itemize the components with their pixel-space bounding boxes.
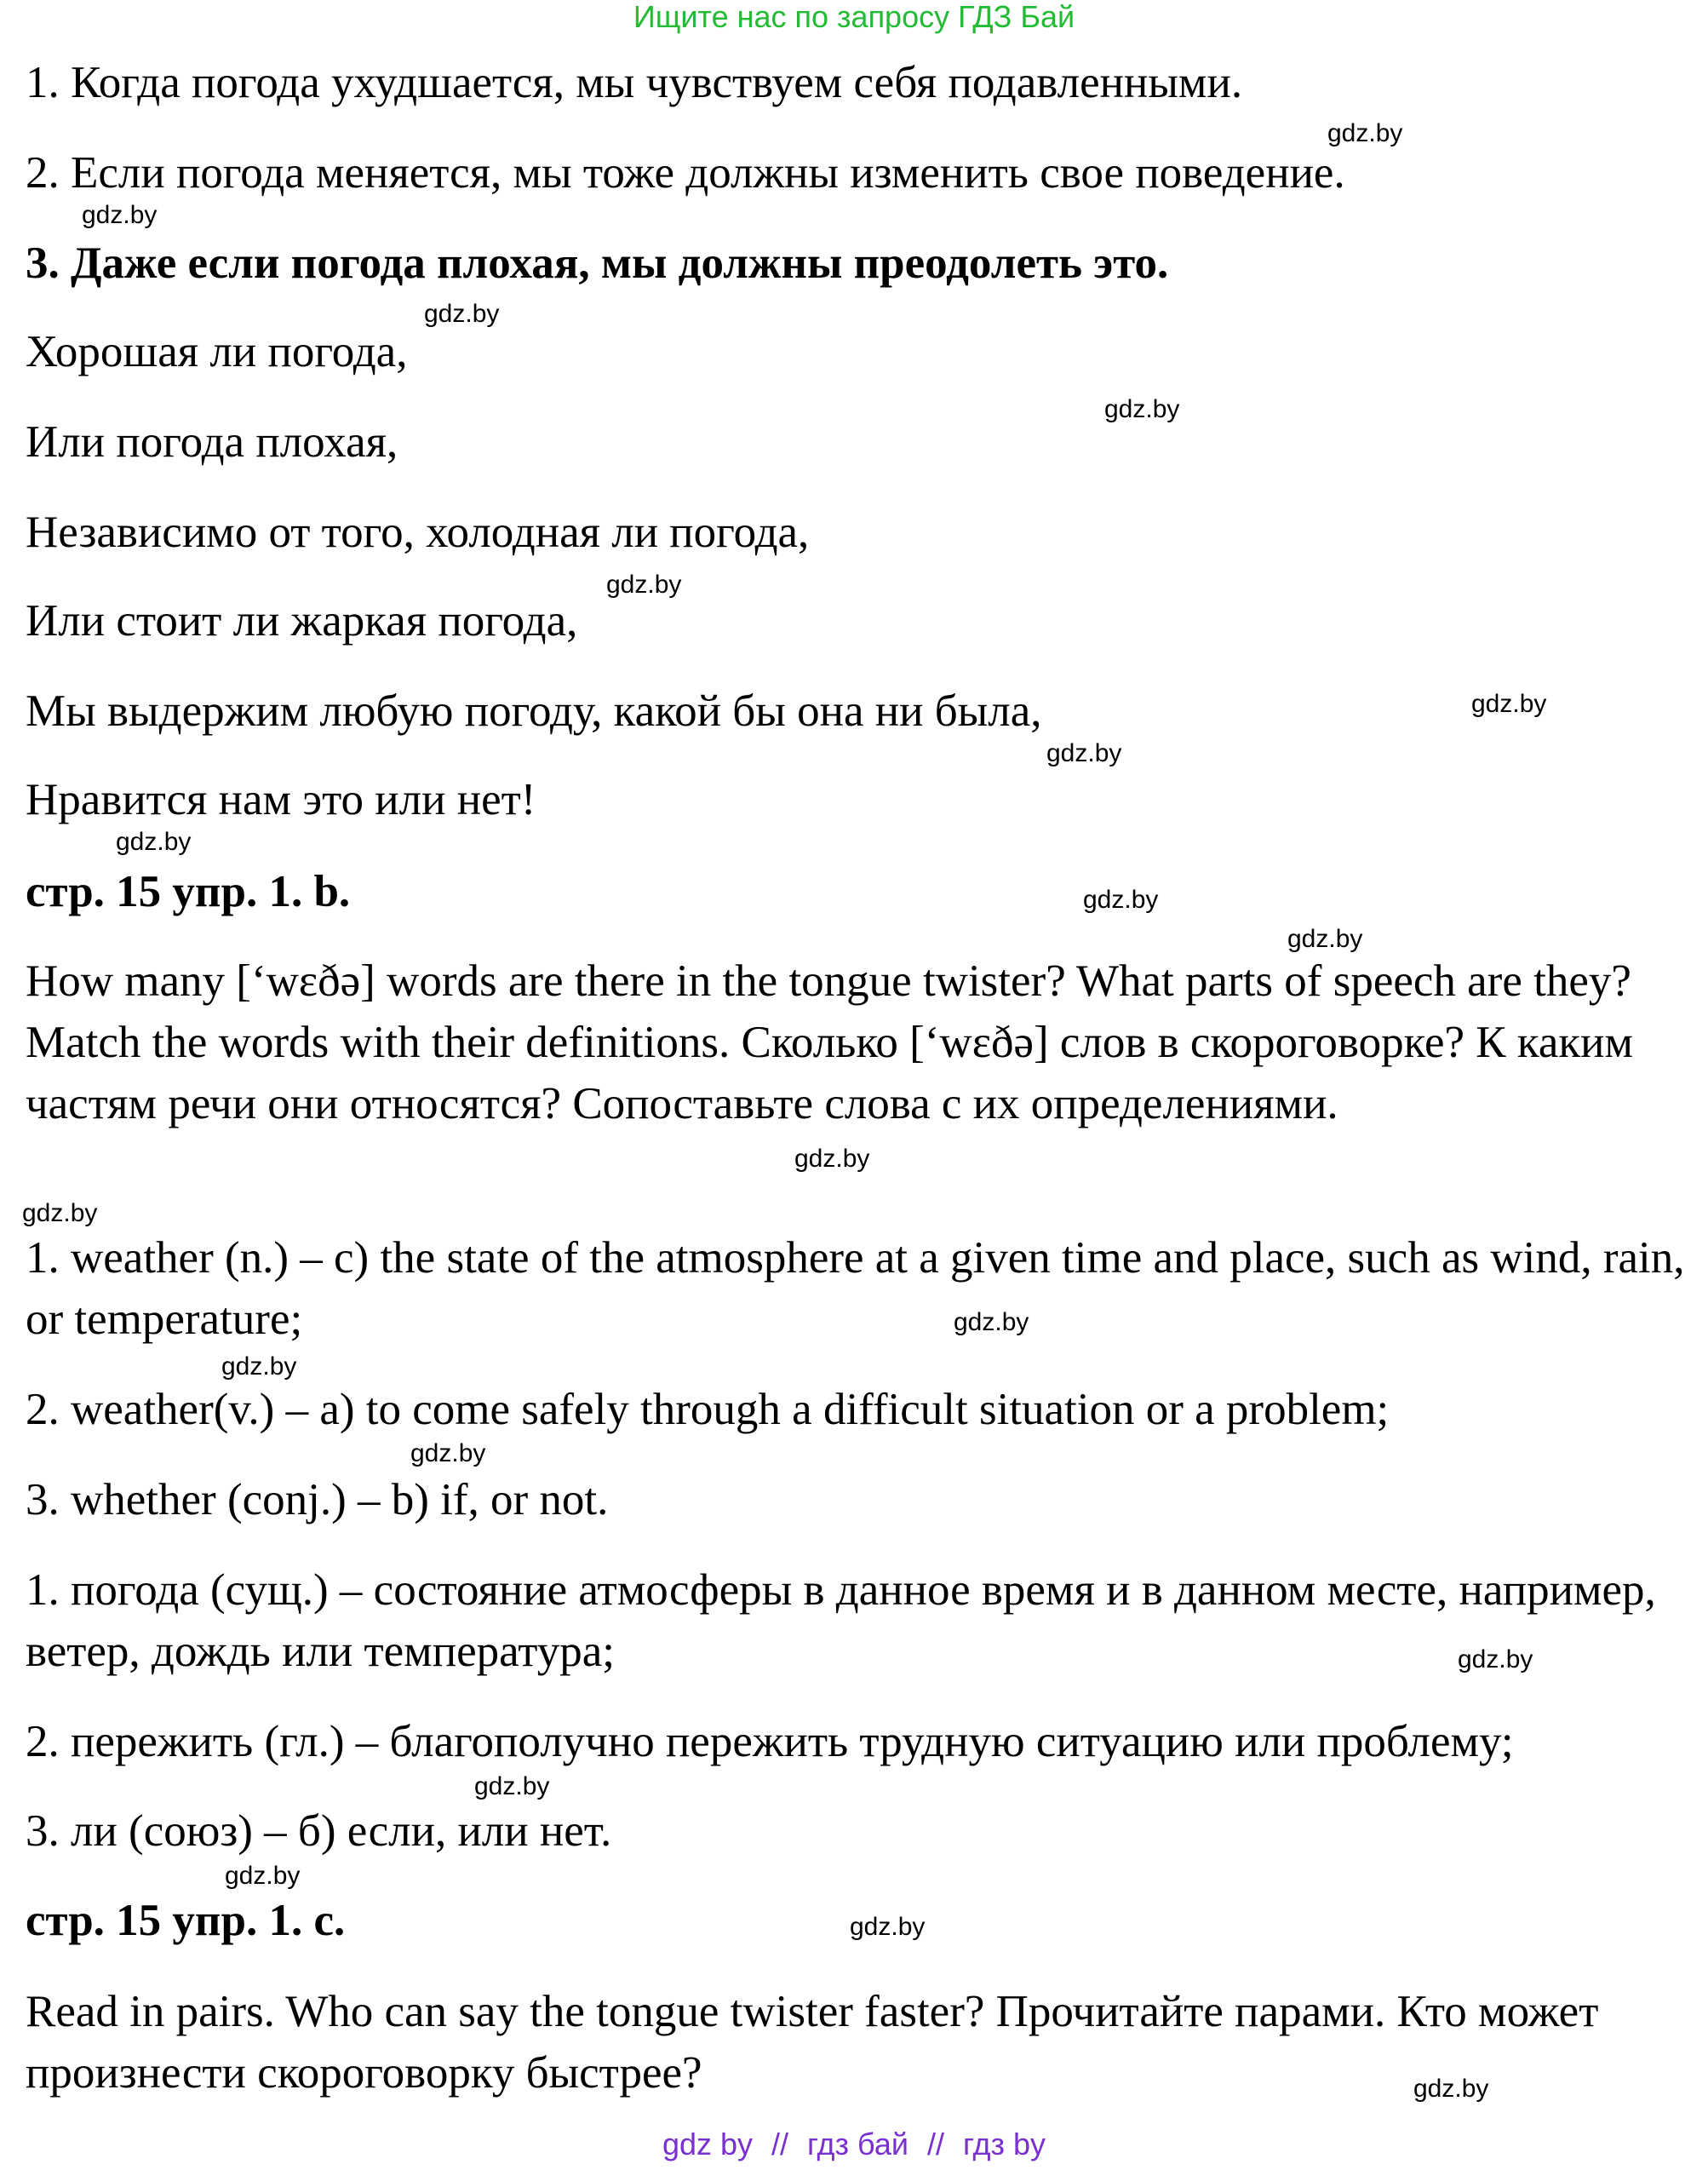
match-en-1: 1. weather (n.) – c) the state of the atmosphere at a given time and place, such as wind, rain, or temperature; xyxy=(26,1233,1685,1344)
watermark: gdz.by xyxy=(1287,925,1363,953)
match-ru-1: 1. погода (сущ.) – состояние атмосферы в данное время и в данном месте, например, ветер, дождь или температура; xyxy=(26,1565,1656,1676)
watermark: gdz.by xyxy=(424,300,500,328)
sentence-3: 3. Даже если погода плохая, мы должны преодолеть это. xyxy=(26,238,1169,288)
poem-line-3: Независимо от того, холодная ли погода, xyxy=(26,508,810,557)
footer-link-gdz-bai[interactable]: гдз бай xyxy=(807,2127,908,2161)
match-ru-2: 2. пережить (гл.) – благополучно пережить трудную ситуацию или проблему; xyxy=(26,1717,1514,1766)
sentence-2: 2. Если погода меняется, мы тоже должны изменить свое поведение. xyxy=(26,148,1345,198)
watermark: gdz.by xyxy=(1083,886,1159,914)
watermark: gdz.by xyxy=(82,201,158,229)
watermark: gdz.by xyxy=(474,1772,550,1800)
section-c-heading: стр. 15 упр. 1. c. xyxy=(26,1896,346,1945)
watermark: gdz.by xyxy=(221,1352,297,1381)
watermark: gdz.by xyxy=(1046,739,1122,767)
match-en-3: 3. whether (conj.) – b) if, or not. xyxy=(26,1475,609,1524)
poem-line-5: Мы выдержим любую погоду, какой бы она ни была, xyxy=(26,686,1042,736)
watermark: gdz.by xyxy=(1471,690,1547,718)
footer-link-gdz-by[interactable]: gdz by xyxy=(662,2127,754,2161)
match-ru-3: 3. ли (союз) – б) если, или нет. xyxy=(26,1806,612,1856)
search-hint-link[interactable]: Ищите нас по запросу ГДЗ Бай xyxy=(633,0,1075,34)
watermark: gdz.by xyxy=(116,828,192,856)
watermark: gdz.by xyxy=(1413,2075,1489,2103)
sentence-1: 1. Когда погода ухудшается, мы чувствуем себя подавленными. xyxy=(26,58,1243,107)
watermark: gdz.by xyxy=(794,1145,870,1173)
section-b-heading: стр. 15 упр. 1. b. xyxy=(26,867,351,916)
watermark: gdz.by xyxy=(1327,119,1403,147)
watermark: gdz.by xyxy=(225,1862,301,1890)
watermark: gdz.by xyxy=(954,1308,1029,1336)
watermark: gdz.by xyxy=(22,1199,98,1227)
poem-line-2: Или погода плохая, xyxy=(26,417,398,467)
watermark: gdz.by xyxy=(606,571,682,599)
poem-line-4: Или стоит ли жаркая погода, xyxy=(26,596,578,646)
match-en-2: 2. weather(v.) – a) to come safely through a difficult situation or a problem; xyxy=(26,1385,1390,1434)
footer-separator: // xyxy=(926,2127,944,2161)
watermark: gdz.by xyxy=(1104,395,1180,423)
footer-links xyxy=(0,2127,1708,2161)
poem-line-6: Нравится нам это или нет! xyxy=(26,775,536,824)
watermark: gdz.by xyxy=(850,1913,926,1941)
watermark: gdz.by xyxy=(1458,1645,1533,1673)
footer-separator: // xyxy=(771,2127,789,2161)
section-c-task: Read in pairs. Who can say the tongue twister faster? Прочитайте парами. Кто может произнести скороговорку быстрее? xyxy=(26,1987,1599,2098)
footer-link-gdz-by-ru[interactable]: гдз by xyxy=(963,2127,1046,2161)
poem-line-1: Хорошая ли погода, xyxy=(26,327,408,376)
section-b-task: How many [‘wɛðə] words are there in the tongue twister? What parts of speech are they? Match the words with their definitions. Сколько [‘wɛðə] слов в скороговорке? К каким частям речи они относятся? Сопоставьте слова с их определениями. xyxy=(26,956,1634,1128)
watermark: gdz.by xyxy=(410,1439,486,1467)
